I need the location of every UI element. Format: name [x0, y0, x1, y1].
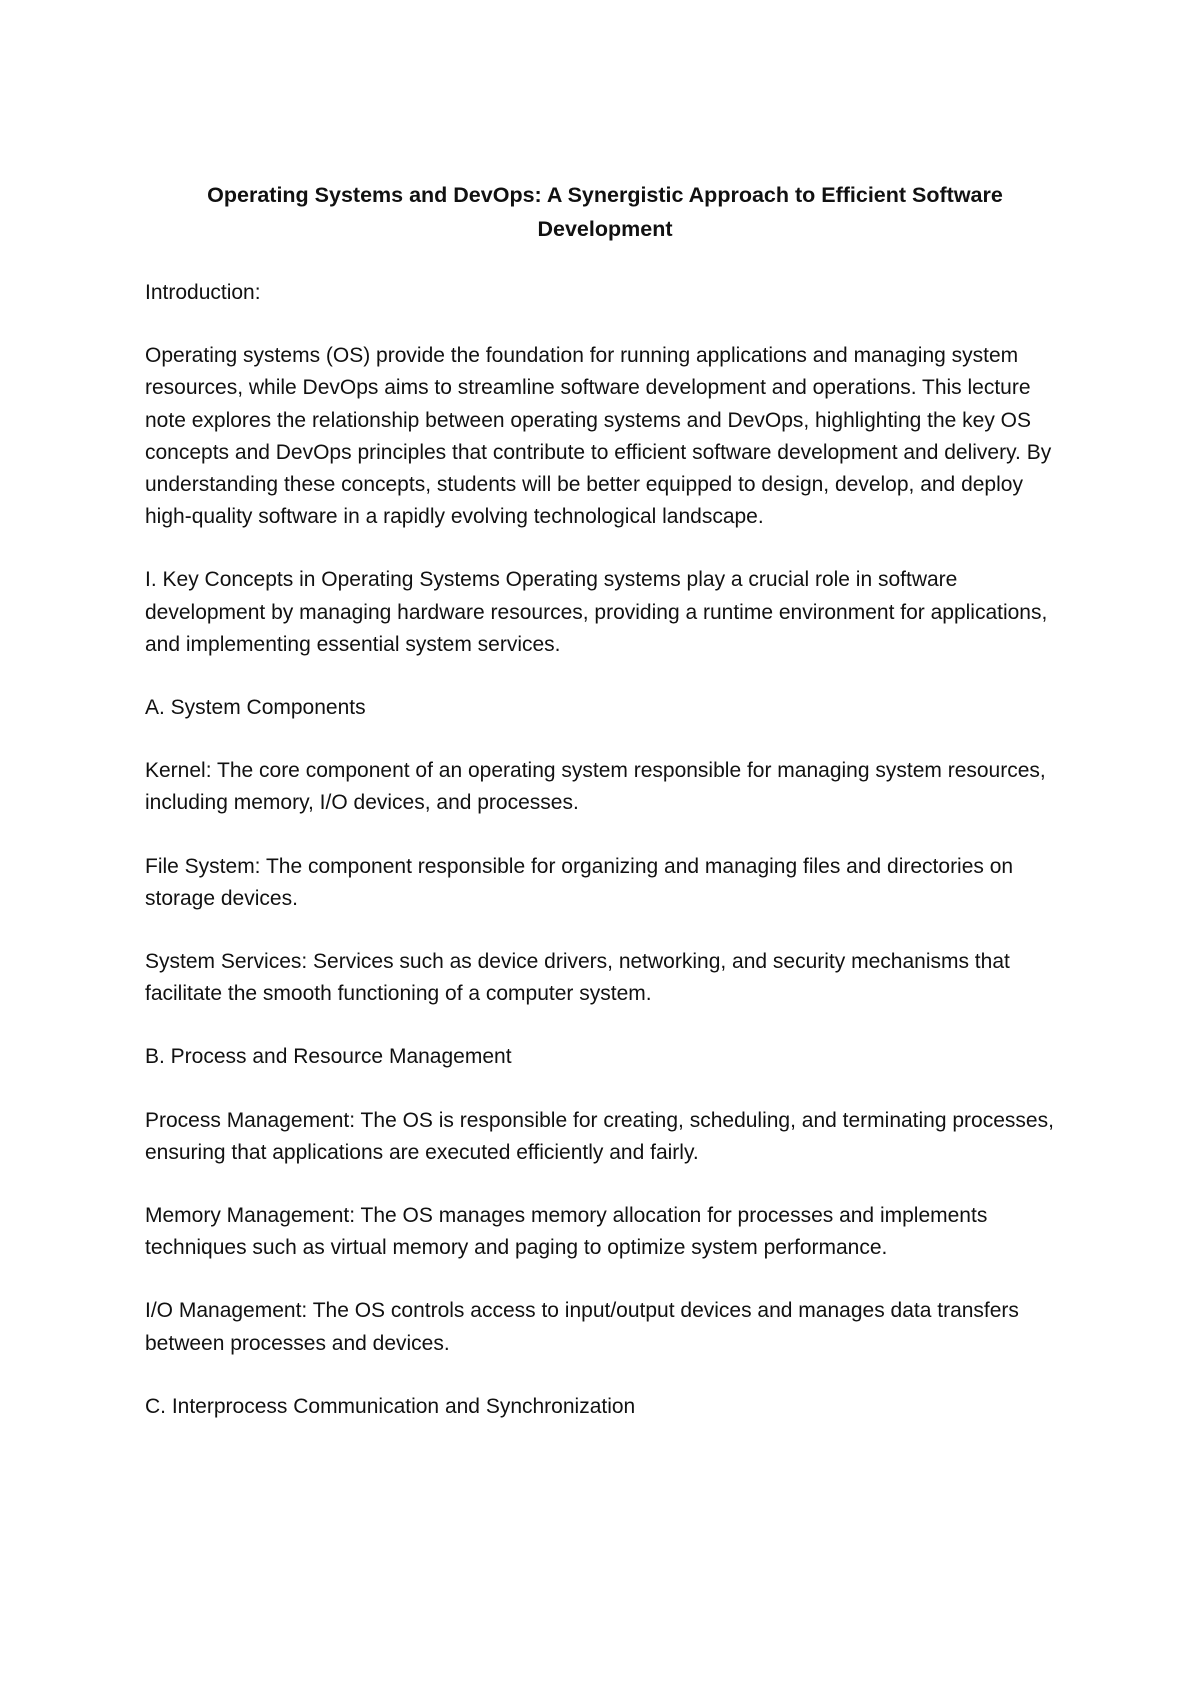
- title-line-1: Operating Systems and DevOps: A Synergistic Approach to Efficient Software: [207, 183, 1003, 207]
- title-line-2: Development: [537, 217, 673, 241]
- document-body: [145, 178, 1065, 1423]
- section-heading-process-resource-management: B. Process and Resource Management: [145, 1045, 512, 1069]
- document-title: [145, 178, 1065, 246]
- paragraph-io-management: I/O Management: The OS controls access to input/output devices and manages data transfers between processes and devices.: [145, 1299, 1019, 1355]
- paragraph-process-management: Process Management: The OS is responsible for creating, scheduling, and terminating processes, ensuring that applications are executed efficiently and fairly.: [145, 1108, 1054, 1164]
- paragraph-system-services: System Services: Services such as device drivers, networking, and security mechanisms that facilitate the smooth functioning of a computer system.: [145, 950, 1010, 1006]
- paragraph-memory-management: Memory Management: The OS manages memory allocation for processes and implements techniques such as virtual memory and paging to optimize system performance.: [145, 1204, 988, 1260]
- section-heading-system-components: A. System Components: [145, 696, 366, 720]
- paragraph-key-concepts: I. Key Concepts in Operating Systems Operating systems play a crucial role in software development by managing hardware resources, providing a runtime environment for applications, and implementing essential system services.: [145, 568, 1048, 656]
- section-heading-introduction: Introduction:: [145, 281, 261, 304]
- paragraph-kernel: Kernel: The core component of an operating system responsible for managing system resources, including memory, I/O devices, and processes.: [145, 759, 1046, 815]
- paragraph-introduction: Operating systems (OS) provide the foundation for running applications and managing system resources, while DevOps aims to streamline software development and operations. This lecture note explores the relationship between operating systems and DevOps, highlighting the key OS concepts and DevOps principles that contribute to efficient software development and delivery. By understanding these concepts, students will be better equipped to design, develop, and deploy high-quality software in a rapidly evolving technological landscape.: [145, 344, 1052, 529]
- paragraph-file-system: File System: The component responsible for organizing and managing files and directories on storage devices.: [145, 854, 1014, 910]
- section-heading-ipc-synchronization: C. Interprocess Communication and Synchronization: [145, 1394, 636, 1418]
